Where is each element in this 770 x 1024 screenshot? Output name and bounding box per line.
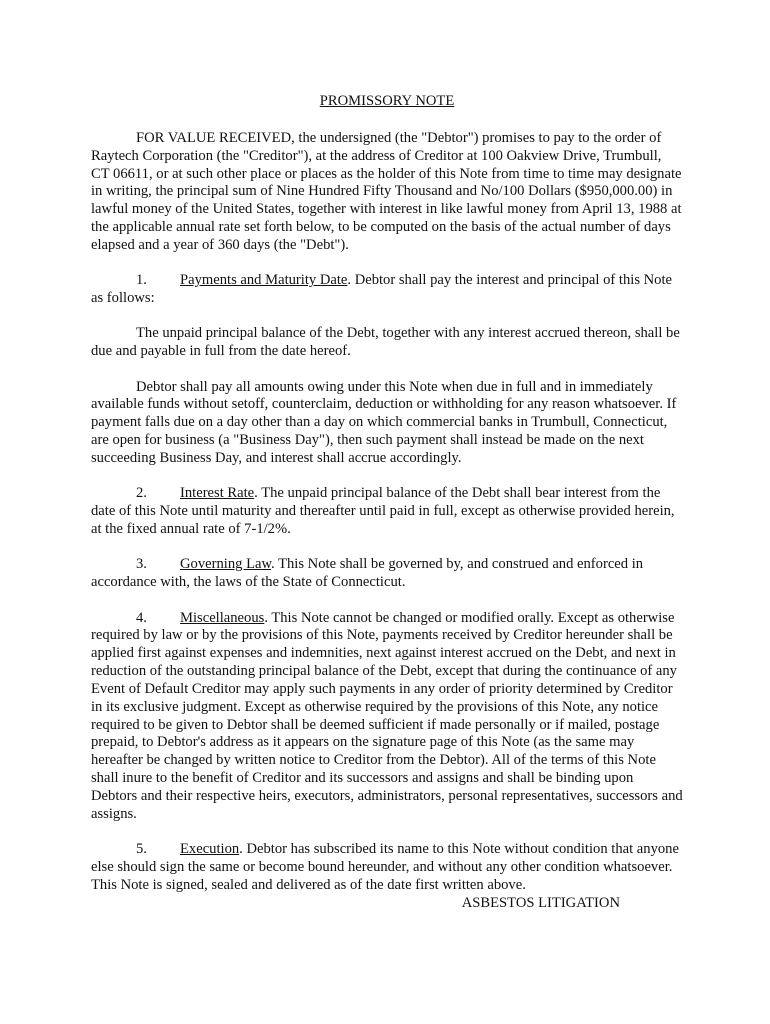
section-1 [91, 272, 683, 308]
section-4 [91, 610, 683, 824]
payment-paragraph-1: The unpaid principal balance of the Debt, together with any interest accrued thereon, shall be due and payable in full from the date hereof. [91, 325, 680, 360]
footer-label: ASBESTOS LITIGATION [461, 894, 620, 911]
section-heading: Payments and Maturity Date [180, 272, 348, 289]
section-text: . This Note cannot be changed or modified orally. Except as otherwise required by law or by the provisions of this Note, payments received by Creditor hereunder shall be applied first against expenses and indemnities, next against interest accrued on the Debt, and next in reduction of the outstanding principal balance of the Debt, except that during the continuance of any Event of Default Creditor may apply such payments in any order of priority determined by Creditor in its exclusive judgment. Except as otherwise required by the provisions of this Note, any notice required to be given to Debtor shall be deemed sufficient if made personally or if mailed, postage prepaid, to Debtor's address as it appears on the signature page of this Note (as the same may hereafter be changed by written notice to Creditor from the Debtor). All of the terms of this Note shall inure to the benefit of Creditor and its successors and assigns and shall be binding upon Debtors and their respective heirs, executors, administrators, personal representatives, successors and assigns. [91, 609, 683, 822]
section-heading: Miscellaneous [180, 609, 265, 626]
section-2 [91, 485, 683, 539]
section-number: 5. [136, 841, 147, 858]
intro-paragraph: FOR VALUE RECEIVED, the undersigned (the "Debtor") promises to pay to the order of Raytech Corporation (the "Creditor"), at the address of Creditor at 100 Oakview Drive, Trumbull, CT 06611, or at such other place or places as the holder of this Note from time to time may designate in writing, the principal sum of Nine Hundred Fifty Thousand and No/100 Dollars ($950,000.00) in lawful money of the United States, together with interest in like lawful money from April 13, 1988 at the applicable annual rate set forth below, to be computed on the basis of the actual number of days elapsed and a year of 360 days (the "Debt"). [91, 129, 682, 253]
section-heading: Execution [180, 841, 240, 858]
document-title: PROMISSORY NOTE [319, 93, 455, 109]
payment-paragraph-2: Debtor shall pay all amounts owing under this Note when due in full and in immediately available funds without setoff, counterclaim, deduction or withholding for any reason whatsoever. If payment falls due on a day other than a day on which commercial banks in Trumbull, Connecticut, are open for business (a "Business Day"), then such payment shall instead be made on the next succeeding Business Day, and interest shall accrue accordingly. [91, 378, 677, 466]
section-number: 3. [136, 556, 147, 573]
document-page [91, 93, 683, 913]
section-3 [91, 556, 683, 592]
section-number: 1. [136, 272, 147, 289]
section-text: . Debtor has subscribed its name to this Note without condition that anyone else should sign the same or become bound hereunder, and without any other condition whatsoever. This Note is signed, sealed and delivered as of the date first written above. [91, 841, 679, 893]
section-text: . This Note shall be governed by, and construed and enforced in accordance with, the laws of the State of Connecticut. [91, 556, 644, 591]
section-5 [91, 841, 683, 895]
section-number: 4. [136, 609, 147, 626]
section-text: . Debtor shall pay the interest and principal of this Note as follows: [91, 272, 673, 307]
section-number: 2. [136, 485, 147, 502]
section-heading: Governing Law [180, 556, 272, 573]
section-text: . The unpaid principal balance of the Debt shall bear interest from the date of this Note until maturity and thereafter until paid in full, except as otherwise provided herein, at the fixed annual rate of 7-1/2%. [91, 485, 675, 538]
section-heading: Interest Rate [180, 485, 255, 502]
